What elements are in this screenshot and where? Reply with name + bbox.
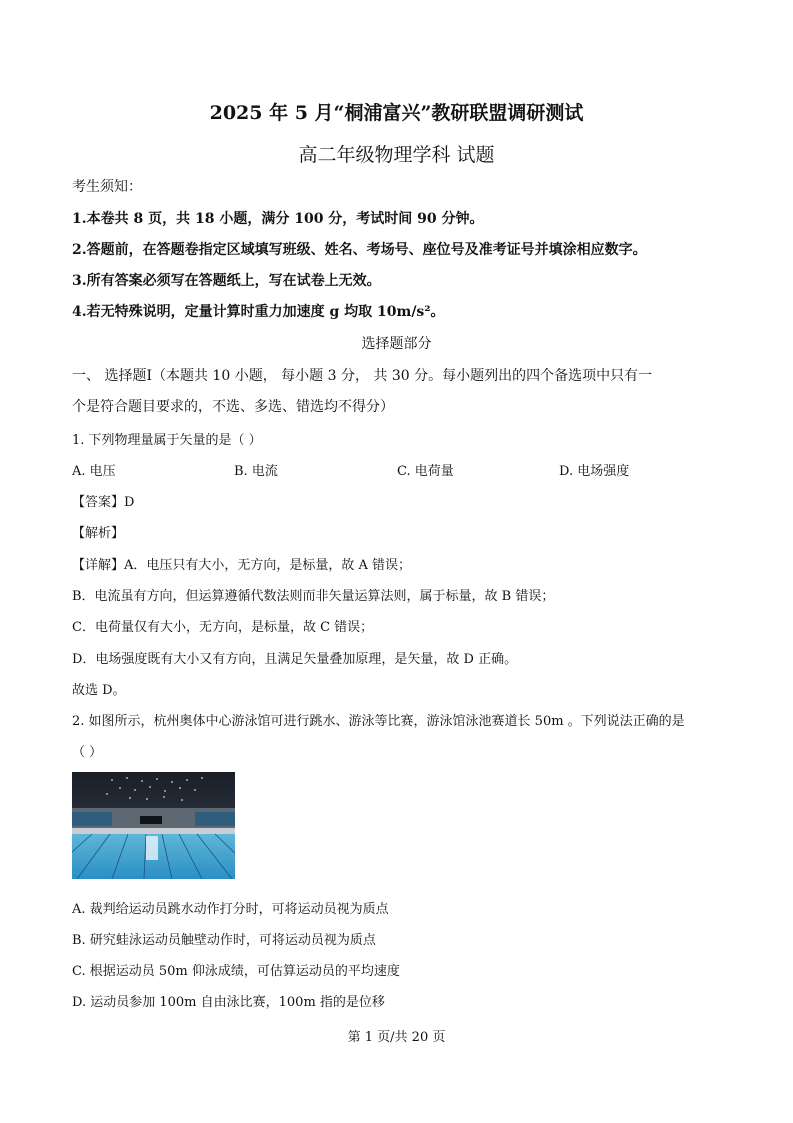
part-title: 选择题部分	[361, 336, 432, 352]
q1-option-d: D. 电场强度	[559, 464, 630, 479]
q1-conclusion: 故选 D。	[72, 683, 126, 698]
exam-title: 2025 年 5 月“桐浦富兴”教研联盟调研测试	[209, 102, 584, 124]
notice-heading: 考生须知：	[72, 179, 142, 195]
notice-item-1: 1.本卷共 8 页，共 18 小题，满分 100 分，考试时间 90 分钟。	[72, 211, 484, 227]
q1-option-c: C. 电荷量	[397, 464, 454, 479]
notice-item-4: 4.若无特殊说明，定量计算时重力加速度 g 均取 10m/s²。	[72, 304, 445, 320]
q1-stem: 1. 下列物理量属于矢量的是（ ）	[72, 433, 262, 448]
q1-detail-a: 【详解】A．电压只有大小，无方向，是标量，故 A 错误；	[72, 558, 412, 573]
swimming-pool-photo	[72, 772, 235, 879]
exam-subtitle: 高二年级物理学科 试题	[298, 144, 495, 166]
q2-option-a: A. 裁判给运动员跳水动作打分时，可将运动员视为质点	[72, 902, 389, 917]
page-footer: 第 1 页/共 20 页	[347, 1030, 446, 1045]
q1-detail-d: D．电场强度既有大小又有方向，且满足矢量叠加原理，是矢量，故 D 正确。	[72, 652, 518, 667]
notice-item-2: 2.答题前，在答题卷指定区域填写班级、姓名、考场号、座位号及准考证号并填涂相应数字。	[72, 242, 647, 258]
q2-option-b: B. 研究蛙泳运动员触壁动作时，可将运动员视为质点	[72, 933, 376, 948]
q1-detail-c: C．电荷量仅有大小，无方向，是标量，故 C 错误；	[72, 620, 374, 635]
q2-stem-line1: 2. 如图所示，杭州奥体中心游泳馆可进行跳水、游泳等比赛，游泳馆泳池赛道长 50m 。下列说法正确的是	[72, 714, 685, 729]
q1-option-a: A. 电压	[72, 464, 116, 479]
section-intro-line2: 个是符合题目要求的，不选、多选、错选均不得分）	[72, 399, 394, 415]
section-intro-line1: 一、 选择题Ⅰ（本题共 10 小题， 每小题 3 分， 共 30 分。每小题列出的四个备选项中只有一	[72, 368, 653, 384]
q1-analysis-label: 【解析】	[72, 526, 125, 541]
q1-answer: 【答案】D	[72, 495, 135, 510]
q2-stem-line2: （ ）	[72, 745, 103, 760]
q2-option-c: C. 根据运动员 50m 仰泳成绩，可估算运动员的平均速度	[72, 964, 400, 979]
q2-option-d: D. 运动员参加 100m 自由泳比赛，100m 指的是位移	[72, 995, 385, 1010]
notice-item-3: 3.所有答案必须写在答题纸上，写在试卷上无效。	[72, 273, 381, 289]
q1-option-b: B. 电流	[234, 464, 278, 479]
q1-detail-b: B．电流虽有方向，但运算遵循代数法则而非矢量运算法则，属于标量，故 B 错误；	[72, 589, 555, 604]
